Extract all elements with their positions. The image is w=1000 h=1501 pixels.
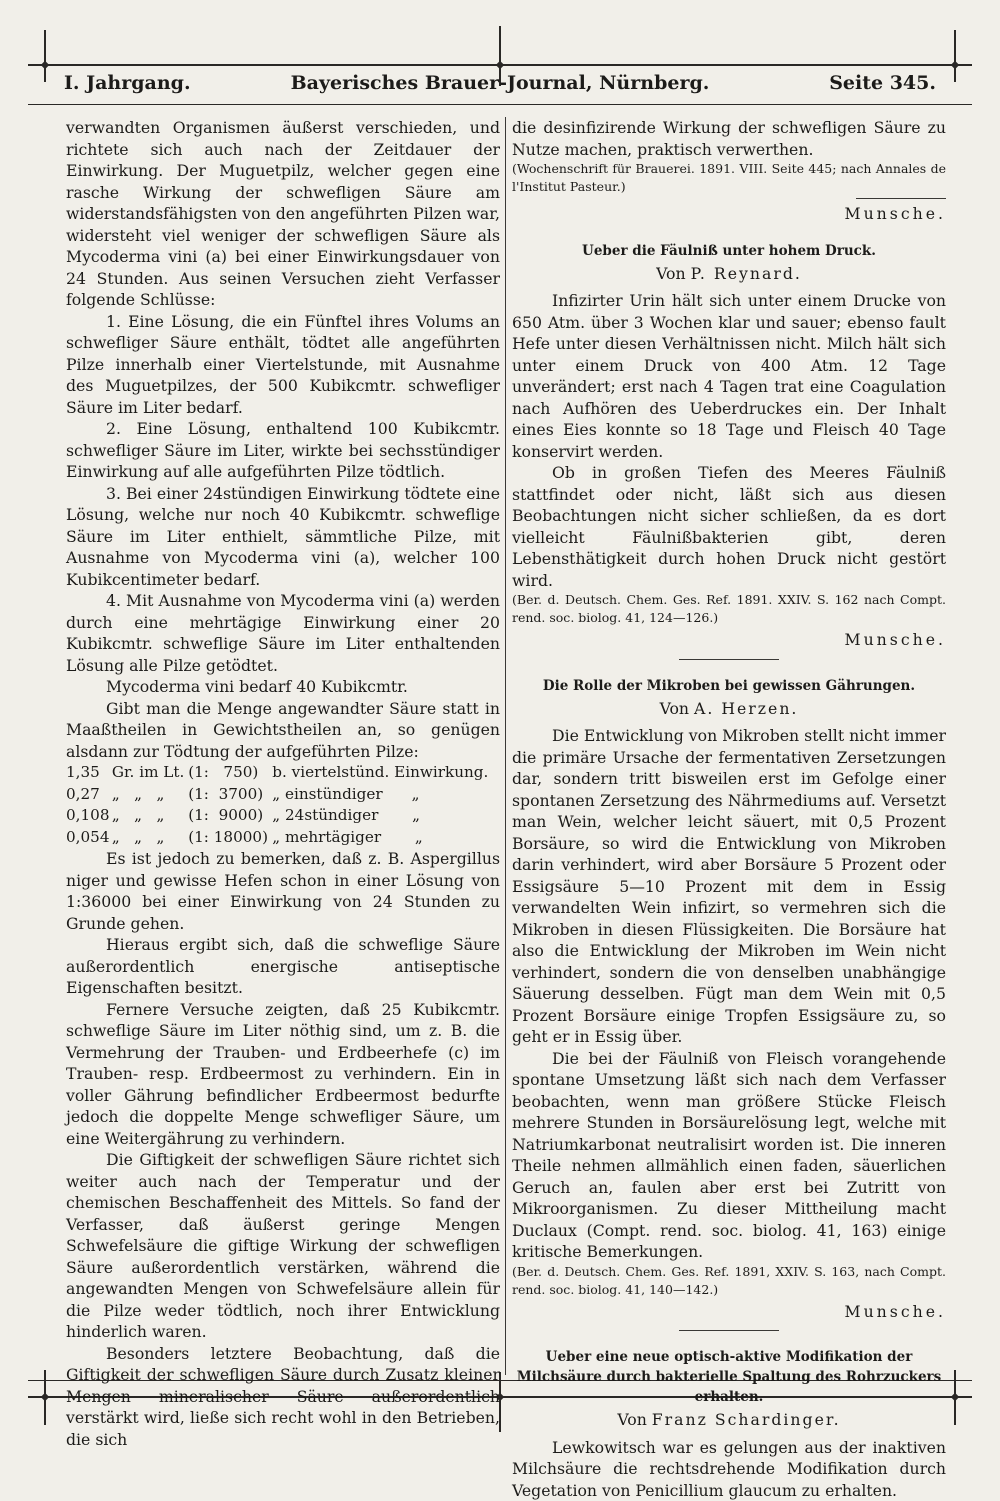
table-row: [66, 827, 500, 849]
amount-cell: 1,35: [66, 762, 112, 784]
journal-title: Bayerisches Brauer-Journal, Nürnberg.: [64, 72, 936, 94]
author-signature: Munsche.: [512, 203, 946, 225]
right-border-rule: [954, 30, 956, 82]
concentration-table: [66, 762, 500, 848]
antiseptic-paragraph: Hieraus ergibt sich, daß die schweflige Säure außerordentlich energische antiseptische Eigenschaften besitzt.: [66, 934, 500, 999]
conclusion-4: 4. Mit Ausnahme von Mycoderma vini (a) werden durch eine mehrtägige Einwirkung einer 20 Kubikcmtr. schweflige Säure im Liter enthaltenden Lösung alle Pilze getödtet.: [66, 590, 500, 676]
duration-cell: „ einstündiger „: [272, 784, 500, 806]
conclusion-2: 2. Eine Lösung, enthaltend 100 Kubikcmtr. schwefliger Säure im Liter, wirkte bei sechsstündiger Einwirkung auf alle aufgeführten Pilze tödtlich.: [66, 418, 500, 483]
further-experiments-paragraph: Fernere Versuche zeigten, daß 25 Kubikcmtr. schweflige Säure im Liter nöthig sind, um z. B. die Vermehrung der Trauben- und Erdbeerhefe (c) im Trauben- resp. Erdbeermost zu verhindern. Ein in voller Gährung befindlicher Erdbeermost bedurfte jedoch die doppelte Menge schwefliger Säure, um eine Weitergährung zu verhindern.: [66, 999, 500, 1150]
byline-prefix: Von: [660, 699, 689, 718]
top-left-ornament-icon: [38, 58, 52, 72]
volume-label: I. Jahrgang.: [64, 72, 191, 94]
byline-prefix: Von: [656, 264, 685, 283]
table-row: [66, 762, 500, 784]
mycoderma-note: Mycoderma vini bedarf 40 Kubikcmtr.: [66, 676, 500, 698]
article-title-milchsaure: Ueber eine neue optisch-aktive Modifikation der Milchsäure durch bakterielle Spaltung des Rohrzuckers erhalten.: [512, 1347, 946, 1407]
left-border-rule: [44, 30, 46, 82]
ratio-cell: (1: 18000): [188, 827, 272, 849]
table-row: [66, 805, 500, 827]
citation-rule: [856, 198, 946, 199]
right-continuation-paragraph: die desinfizirende Wirkung der schwefligen Säure zu Nutze machen, praktisch verwerthen.: [512, 117, 946, 160]
author-signature: Munsche.: [512, 1301, 946, 1323]
duration-cell: b. viertelstünd. Einwirkung.: [272, 762, 500, 784]
article-byline: [512, 1409, 946, 1431]
toxicity-paragraph: Die Giftigkeit der schwefligen Säure richtet sich weiter auch nach der Temperatur und der chemischen Beschaffenheit des Mittels. So fand der Verfasser, daß äußerst geringe Mengen Schwefelsäure die giftige Wirkung der schwefligen Säure außerordentlich verstärken, während die angewandten Mengen von Schwefelsäure allein für die Pilze weder tödtlich, noch ihrer Entwicklung hinderlich waren.: [66, 1149, 500, 1343]
header-underline-rule: [28, 104, 972, 105]
faulniss-paragraph-2: Ob in großen Tiefen des Meeres Fäulniß stattfindet oder nicht, läßt sich aus diesen Beobachtungen nicht sicher schließen, da es dort vielleicht Fäulnißbakterien gibt, deren Lebensthätigkeit durch hohen Druck nicht gestört wird.: [512, 462, 946, 591]
milchsaure-paragraph-1: Lewkowitsch war es gelungen aus der inaktiven Milchsäure die rechtsdrehende Modifikation durch Vegetation von Penicillium glaucum zu erhalten.: [512, 1437, 946, 1501]
unit-cell: „ „ „: [112, 805, 188, 827]
mikroben-paragraph-2: Die bei der Fäulniß von Fleisch vorangehende spontane Umsetzung läßt sich nach dem Verfasser beobachten, wenn man größere Stücke Fleisch mehrere Stunden in Borsäurelösung legt, welche mit Natriumkarbonat neutralisirt worden ist. Die inneren Theile nehmen allmählich einen faden, säuerlichen Geruch an, faulen aber erst bei Zutritt von Mikroorganismen. Zu dieser Mittheilung macht Duclaux (Compt. rend. soc. biolog. 41, 163) einige kritische Bemerkungen.: [512, 1048, 946, 1263]
duration-cell: „ 24stündiger „: [272, 805, 500, 827]
section-rule: [679, 1330, 779, 1331]
source-citation: (Ber. d. Deutsch. Chem. Ges. Ref. 1891, XXIV. S. 163, nach Compt. rend. soc. biolog. 41, 140—142.): [512, 1263, 946, 1299]
unit-cell: Gr. im Lt.: [112, 762, 188, 784]
top-mid-ornament-icon: [493, 58, 507, 72]
amount-cell: 0,054: [66, 827, 112, 849]
author-name: P. Reynard.: [691, 264, 802, 283]
author-name: A. Herzen.: [694, 699, 798, 718]
source-citation: (Wochenschrift für Brauerei. 1891. VIII. Seite 445; nach Annales de l'Institut Pasteur.): [512, 160, 946, 196]
article-title-mikroben: Die Rolle der Mikroben bei gewissen Gährungen.: [512, 676, 946, 696]
conclusion-1: 1. Eine Lösung, die ein Fünftel ihres Volums an schwefliger Säure enthält, tödtet alle angeführten Pilze innerhalb einer Viertelstunde, mit Ausnahme des Muguetpilzes, der 500 Kubikcmtr. schwefliger Säure im Liter bedarf.: [66, 311, 500, 419]
conclusion-3: 3. Bei einer 24stündigen Einwirkung tödtete eine Lösung, welche nur noch 40 Kubikcmtr. schweflige Säure im Liter enthielt, sämmtliche Pilze, mit Ausnahme von Mycoderma vini (a), welcher 100 Kubikcentimeter bedarf.: [66, 483, 500, 591]
unit-cell: „ „ „: [112, 827, 188, 849]
article-byline: [512, 698, 946, 720]
top-right-ornament-icon: [948, 58, 962, 72]
duration-cell: „ mehrtägiger „: [272, 827, 500, 849]
left-column: [66, 117, 500, 1450]
observation-paragraph: Besonders letztere Beobachtung, daß die Giftigkeit der schwefligen Säure durch Zusatz kleiner Mengen mineralischer Säure außerordentlich verstärkt wird, ließe sich recht wohl in den Betrieben, die sich: [66, 1343, 500, 1451]
ratio-cell: (1: 3700): [188, 784, 272, 806]
faulniss-paragraph-1: Infizirter Urin hält sich unter einem Drucke von 650 Atm. über 3 Wochen klar und sauer; ebenso fault Hefe unter diesen Verhältnissen nicht. Milch hält sich unter einem Druck von 400 Atm. 12 Tage unverändert; erst nach 4 Tagen trat eine Coagulation nach Aufhören des Ueberdruckes ein. Der Inhalt eines Eies konnte so 18 Tage und Fleisch 40 Tage konservirt werden.: [512, 290, 946, 462]
article-byline: [512, 263, 946, 285]
article-title-faulniss: Ueber die Fäulniß unter hohem Druck.: [512, 241, 946, 261]
section-rule: [679, 659, 779, 660]
amount-cell: 0,108: [66, 805, 112, 827]
column-divider: [505, 117, 506, 1375]
table-row: [66, 784, 500, 806]
aspergillus-paragraph: Es ist jedoch zu bemerken, daß z. B. Aspergillus niger und gewisse Hefen schon in einer Lösung von 1:36000 bei einer Einwirkung von 24 Stunden zu Grunde gehen.: [66, 848, 500, 934]
mikroben-paragraph-1: Die Entwicklung von Mikroben stellt nicht immer die primäre Ursache der fermentativen Zersetzungen dar, sondern tritt bisweilen erst im Gefolge einer spontanen Zersetzung des Nährmediums auf. Versetzt man Wein, welcher leicht säuert, mit 0,5 Prozent Borsäure, so wird die Entwicklung von Mikroben darin verhindert, wird aber Borsäure 5 Prozent oder Essigsäure 5—10 Prozent mit dem in Essig verwandelten Wein infizirt, so vermehren sich die Mikroben in diesen Flüssigkeiten. Die Borsäure hat also die Entwicklung der Mikroben im Wein nicht verhindert, sondern die von denselben unabhängige Säuerung desselben. Fügt man dem Wein mit 0,5 Prozent Borsäure einige Tropfen Essigsäure zu, so geht er in Essig über.: [512, 725, 946, 1048]
left-paragraph-1: verwandten Organismen äußerst verschieden, und richtete sich auch nach der Zeitdauer der Einwirkung. Der Muguetpilz, welcher gegen eine rasche Wirkung der schwefligen Säure am widerstandsfähigsten von den angeführten Pilzen war, widersteht viel weniger der schwefligen Säure als Mycoderma vini (a) bei einer Einwirkungsdauer von 24 Stunden. Aus seinen Versuchen zieht Verfasser folgende Schlüsse:: [66, 117, 500, 311]
byline-prefix: Von: [617, 1410, 646, 1429]
running-header: [64, 72, 936, 100]
unit-cell: „ „ „: [112, 784, 188, 806]
weight-paragraph: Gibt man die Menge angewandter Säure statt in Maaßtheilen in Gewichtstheilen an, so genügen alsdann zur Tödtung der aufgeführten Pilze:: [66, 698, 500, 763]
ratio-cell: (1: 9000): [188, 805, 272, 827]
ratio-cell: (1: 750): [188, 762, 272, 784]
source-citation: (Ber. d. Deutsch. Chem. Ges. Ref. 1891. XXIV. S. 162 nach Compt. rend. soc. biolog. 41, 124—126.): [512, 591, 946, 627]
author-signature: Munsche.: [512, 629, 946, 651]
amount-cell: 0,27: [66, 784, 112, 806]
right-column: [512, 117, 946, 1501]
page-number: Seite 345.: [829, 72, 936, 94]
author-name: Franz Schardinger.: [652, 1410, 841, 1429]
